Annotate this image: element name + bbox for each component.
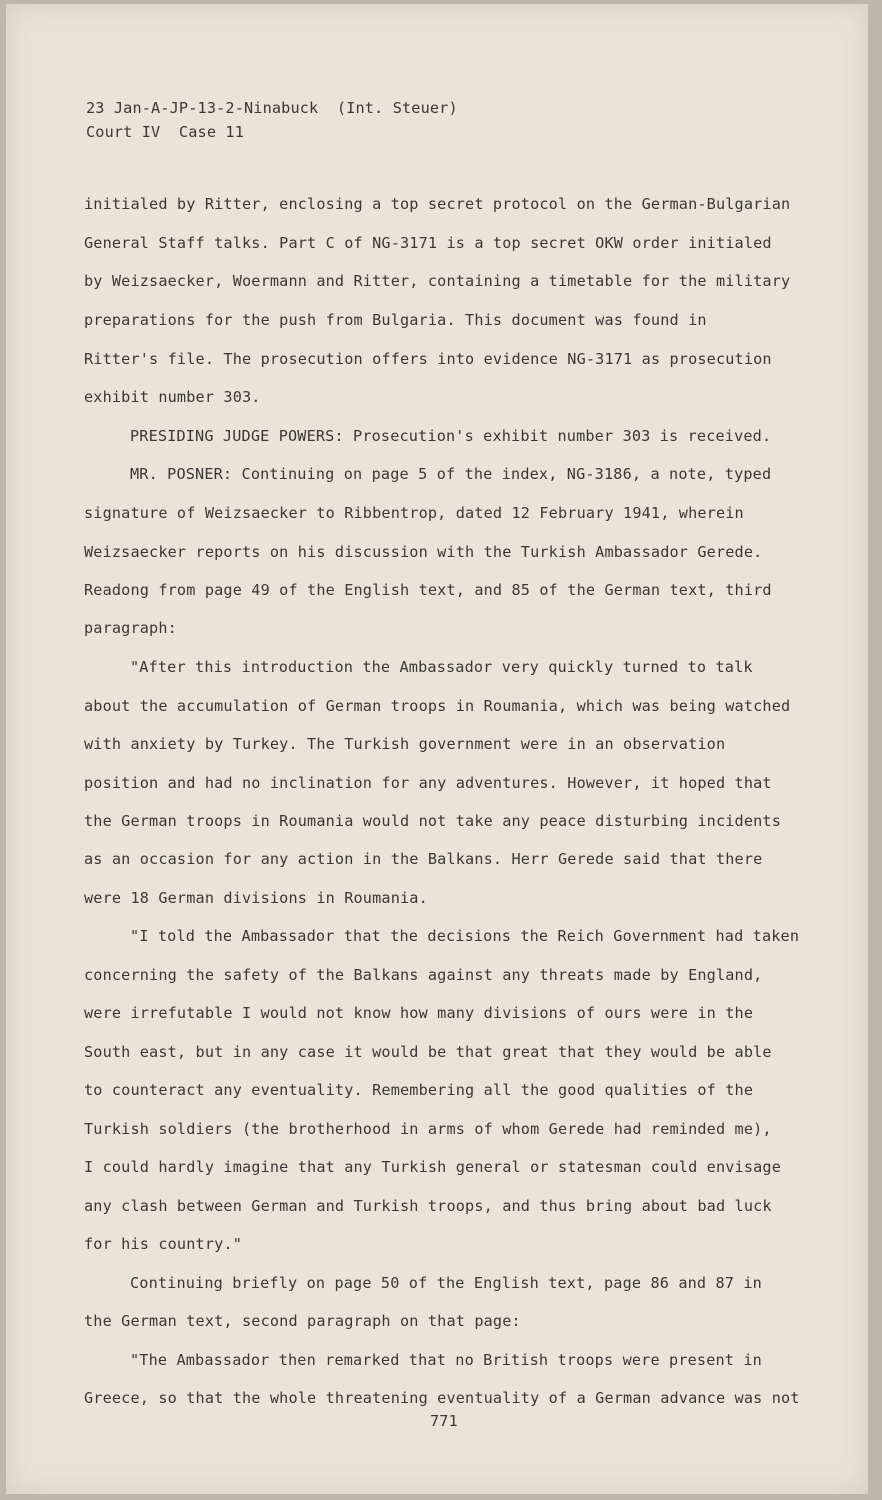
body-line: any clash between German and Turkish troops, and thus bring about bad luck xyxy=(84,1197,772,1215)
body-line: Weizsaecker reports on his discussion with the Turkish Ambassador Gerede. xyxy=(84,543,763,561)
body-line: Greece, so that the whole threatening eventuality of a German advance was not xyxy=(84,1389,800,1407)
body-line: the German text, second paragraph on that page: xyxy=(84,1312,521,1330)
body-line: by Weizsaecker, Woermann and Ritter, containing a timetable for the military xyxy=(84,272,791,290)
page-number: 771 xyxy=(430,1412,458,1430)
header-line-1: 23 Jan-A-JP-13-2-Ninabuck (Int. Steuer) xyxy=(86,99,458,117)
body-line: the German troops in Roumania would not take any peace disturbing incidents xyxy=(84,812,782,830)
body-line: Readong from page 49 of the English text, and 85 of the German text, third xyxy=(84,581,772,599)
body-line: initialed by Ritter, enclosing a top secret protocol on the German-Bulgarian xyxy=(84,195,791,213)
body-line: "After this introduction the Ambassador very quickly turned to talk xyxy=(130,658,753,676)
body-line: concerning the safety of the Balkans against any threats made by England, xyxy=(84,966,763,984)
body-line: General Staff talks. Part C of NG-3171 is a top secret OKW order initialed xyxy=(84,234,772,252)
body-line: "The Ambassador then remarked that no British troops were present in xyxy=(130,1351,762,1369)
body-line: about the accumulation of German troops in Roumania, which was being watched xyxy=(84,697,791,715)
body-line: PRESIDING JUDGE POWERS: Prosecution's exhibit number 303 is received. xyxy=(130,427,772,445)
body-line: as an occasion for any action in the Balkans. Herr Gerede said that there xyxy=(84,850,763,868)
body-line: with anxiety by Turkey. The Turkish government were in an observation xyxy=(84,735,726,753)
body-line: South east, but in any case it would be that great that they would be able xyxy=(84,1043,772,1061)
body-line: were 18 German divisions in Roumania. xyxy=(84,889,428,907)
document-page xyxy=(6,4,868,1494)
body-line: Ritter's file. The prosecution offers into evidence NG-3171 as prosecution xyxy=(84,350,772,368)
body-line: preparations for the push from Bulgaria. This document was found in xyxy=(84,311,707,329)
body-line: for his country." xyxy=(84,1235,242,1253)
body-line: "I told the Ambassador that the decisions the Reich Government had taken xyxy=(130,927,800,945)
body-line: signature of Weizsaecker to Ribbentrop, dated 12 February 1941, wherein xyxy=(84,504,744,522)
body-line: I could hardly imagine that any Turkish general or statesman could envisage xyxy=(84,1158,782,1176)
body-line: exhibit number 303. xyxy=(84,388,261,406)
header-line-2: Court IV Case 11 xyxy=(86,123,244,141)
body-line: to counteract any eventuality. Remembering all the good qualities of the xyxy=(84,1081,754,1099)
body-line: MR. POSNER: Continuing on page 5 of the index, NG-3186, a note, typed xyxy=(130,465,772,483)
body-line: Turkish soldiers (the brotherhood in arms of whom Gerede had reminded me), xyxy=(84,1120,772,1138)
body-line: position and had no inclination for any adventures. However, it hoped that xyxy=(84,774,772,792)
body-line: Continuing briefly on page 50 of the English text, page 86 and 87 in xyxy=(130,1274,762,1292)
body-line: were irrefutable I would not know how many divisions of ours were in the xyxy=(84,1004,754,1022)
body-line: paragraph: xyxy=(84,619,177,637)
